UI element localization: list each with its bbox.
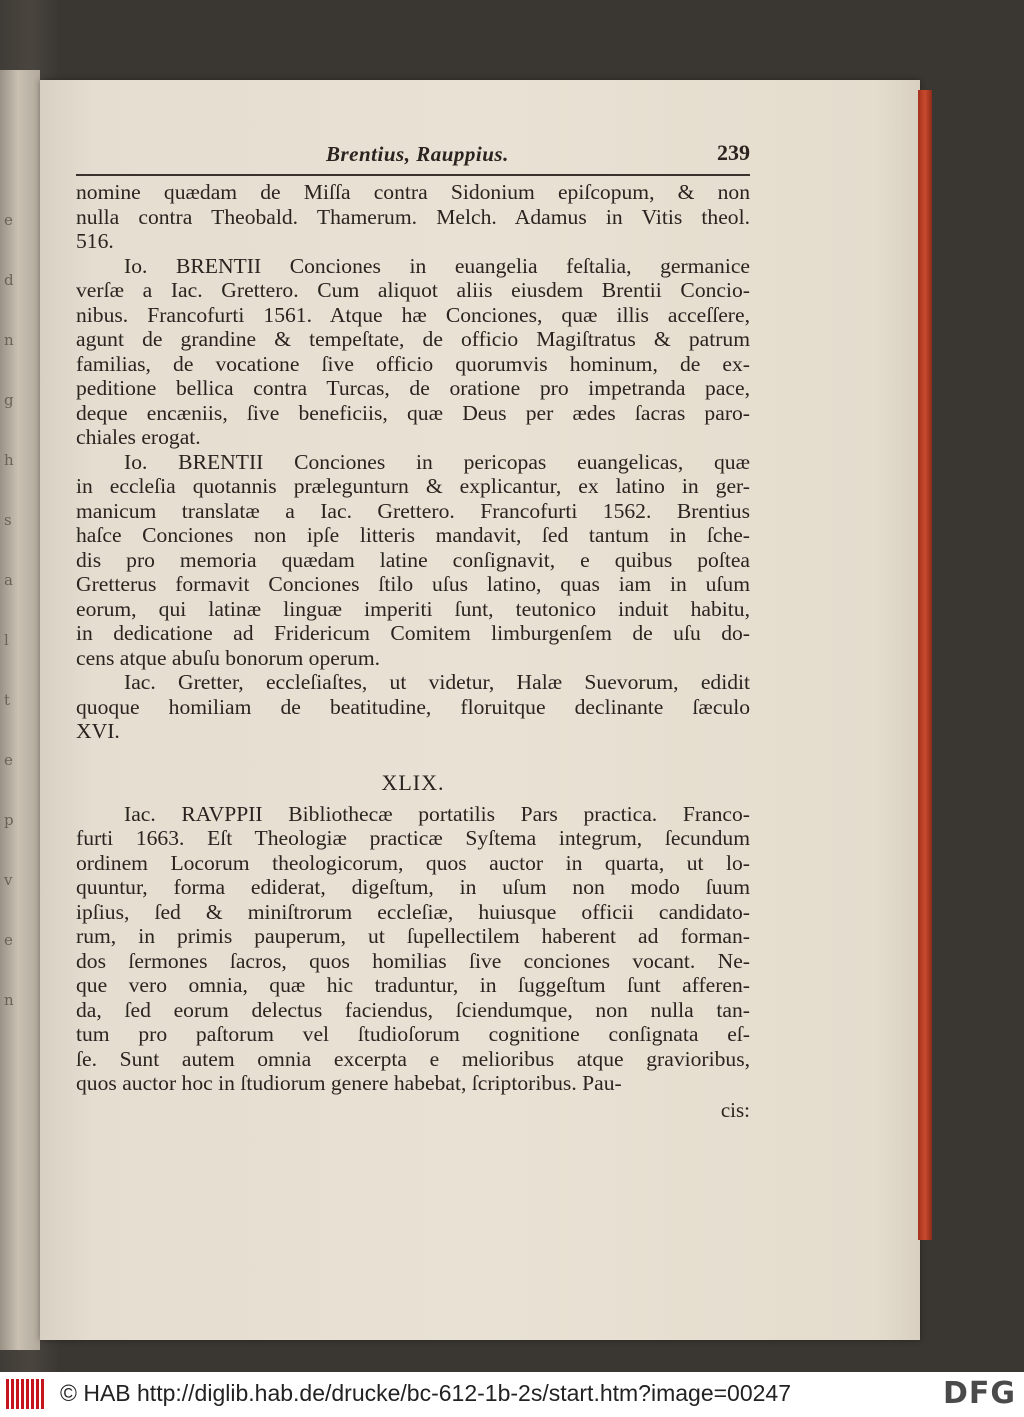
text-line: agunt de grandine & tempeſtate, de officio Magiſtratus & patrum bbox=[76, 327, 750, 351]
running-head bbox=[76, 140, 750, 174]
text-line: in eccleſia quotannis prælegunturn & explicantur, ex latino in ger- bbox=[76, 474, 750, 498]
paragraph bbox=[76, 254, 750, 450]
text-line: nomine quædam de Miſſa contra Sidonium epiſcopum, & non bbox=[76, 180, 750, 204]
text-line: dis pro memoria quædam latine conſignavit, e quibus poſtea bbox=[76, 547, 750, 572]
adjacent-page-letter: a bbox=[4, 571, 13, 589]
text-line: rum, in primis pauperum, ut ſupellectilem haberent ad forman- bbox=[76, 924, 750, 948]
text-line: cens atque abuſu bonorum operum. bbox=[76, 645, 381, 670]
text-line: nulla contra Theobald. Thamerum. Melch. Adamus in Vitis theol. bbox=[76, 204, 750, 229]
adjacent-page-letter: n bbox=[4, 991, 14, 1009]
text-line: Io. BRENTII Conciones in pericopas euangelicas, quæ bbox=[124, 449, 750, 474]
text-line: ordinem Locorum theologicorum, quos auctor in quarta, ut lo- bbox=[76, 850, 750, 875]
paragraph bbox=[76, 180, 750, 254]
footer-bar bbox=[0, 1372, 1024, 1417]
text-line: deque encæniis, ſive beneficiis, quæ Deus per ædes ſacras paro- bbox=[76, 400, 750, 425]
book-page bbox=[40, 80, 920, 1340]
text-line: Gretterus formavit Conciones ſtilo uſus latino, quas iam in uſum bbox=[76, 572, 750, 596]
adjacent-page-letter: p bbox=[4, 811, 14, 829]
text-line: tum pro paſtorum vel ſtudioſorum cognitione conſignata eſ- bbox=[76, 1022, 750, 1046]
paragraph bbox=[76, 802, 750, 1096]
dfg-logo: DFG bbox=[942, 1376, 1016, 1411]
running-title: Brentius, Rauppius. bbox=[326, 142, 509, 166]
text-line: chiales erogat. bbox=[76, 425, 201, 449]
text-line: dos ſermones ſacros, quos homilias ſive conciones vocant. Ne- bbox=[76, 948, 750, 973]
section-heading: XLIX. bbox=[381, 769, 445, 795]
text-line: manicum translatæ a Iac. Grettero. Francofurti 1562. Brentius bbox=[76, 498, 750, 523]
source-link[interactable]: © HAB http://diglib.hab.de/drucke/bc-612-1b-2s/start.htm?image=00247 bbox=[60, 1380, 792, 1406]
section-paragraph bbox=[76, 802, 750, 1096]
text-block bbox=[76, 140, 750, 1123]
adjacent-page-fragments bbox=[4, 190, 34, 1030]
adjacent-page-letter: e bbox=[4, 211, 13, 229]
text-line: quuntur, forma ediderat, digeſtum, in uſum non modo ſuum bbox=[76, 875, 750, 899]
paragraph bbox=[76, 450, 750, 671]
paragraph bbox=[76, 670, 750, 744]
book-cover-edge bbox=[918, 90, 932, 1240]
text-line: nibus. Francofurti 1561. Atque hæ Conciones, quæ illis acceſſere, bbox=[76, 302, 750, 327]
text-line: quoque homiliam de beatitudine, floruitque declinante ſæculo bbox=[76, 694, 750, 719]
text-line: peditione bellica contra Turcas, de oratione pro impetranda pace, bbox=[76, 376, 750, 400]
barcode-icon bbox=[6, 1379, 46, 1409]
text-line: ipſius, ſed & miniſtrorum eccleſiæ, huiusque officii candidato- bbox=[76, 899, 750, 924]
page-number: 239 bbox=[717, 140, 750, 165]
text-line: Iac. RAVPPII Bibliothecæ portatilis Pars practica. Franco- bbox=[124, 801, 750, 826]
text-line: 516. bbox=[76, 229, 114, 253]
adjacent-page-letter: t bbox=[4, 691, 11, 709]
adjacent-page-strip bbox=[0, 70, 40, 1350]
adjacent-page-letter: e bbox=[4, 931, 13, 949]
text-line: Iac. Gretter, eccleſiaſtes, ut videtur, Halæ Suevorum, edidit bbox=[124, 670, 750, 694]
text-line: XVI. bbox=[76, 719, 120, 743]
text-line: in dedicatione ad Fridericum Comitem limburgenſem de uſu do- bbox=[76, 621, 750, 645]
adjacent-page-letter: l bbox=[4, 631, 9, 649]
text-line: Io. BRENTII Conciones in euangelia feſtalia, germanice bbox=[124, 253, 750, 278]
text-line: ſe. Sunt autem omnia excerpta e melioribus atque gravioribus, bbox=[76, 1046, 750, 1071]
text-line: da, ſed eorum delectus faciendus, ſciendumque, non nulla tan- bbox=[76, 997, 750, 1022]
adjacent-page-letter: e bbox=[4, 751, 13, 769]
text-line: haſce Conciones non ipſe litteris mandavit, ſed tantum in ſche- bbox=[76, 523, 750, 547]
paragraphs bbox=[76, 180, 750, 744]
adjacent-page-letter: h bbox=[4, 451, 14, 469]
catchword: cis: bbox=[720, 1097, 750, 1122]
text-line: verſæ a Iac. Grettero. Cum aliquot aliis eiusdem Brentii Concio- bbox=[76, 278, 750, 302]
adjacent-page-letter: g bbox=[4, 391, 14, 409]
adjacent-page-letter: d bbox=[4, 271, 14, 289]
text-line: furti 1663. Eſt Theologiæ practicæ Syſtema integrum, ſecundum bbox=[76, 826, 750, 850]
header-rule bbox=[76, 174, 750, 176]
text-line: eorum, qui latinæ linguæ imperiti ſunt, teutonico induit habitu, bbox=[76, 596, 750, 621]
adjacent-page-letter: v bbox=[4, 871, 13, 889]
adjacent-page-letter: n bbox=[4, 331, 14, 349]
text-line: que vero omnia, quæ hic traduntur, in ſuggeſtum ſunt afferen- bbox=[76, 973, 750, 997]
adjacent-page-letter: s bbox=[4, 511, 12, 529]
text-line: familias, de vocatione ſive officio quorumvis hominum, de ex- bbox=[76, 351, 750, 376]
text-line: quos auctor hoc in ſtudiorum genere habebat, ſcriptoribus. Pau- bbox=[76, 1071, 622, 1095]
